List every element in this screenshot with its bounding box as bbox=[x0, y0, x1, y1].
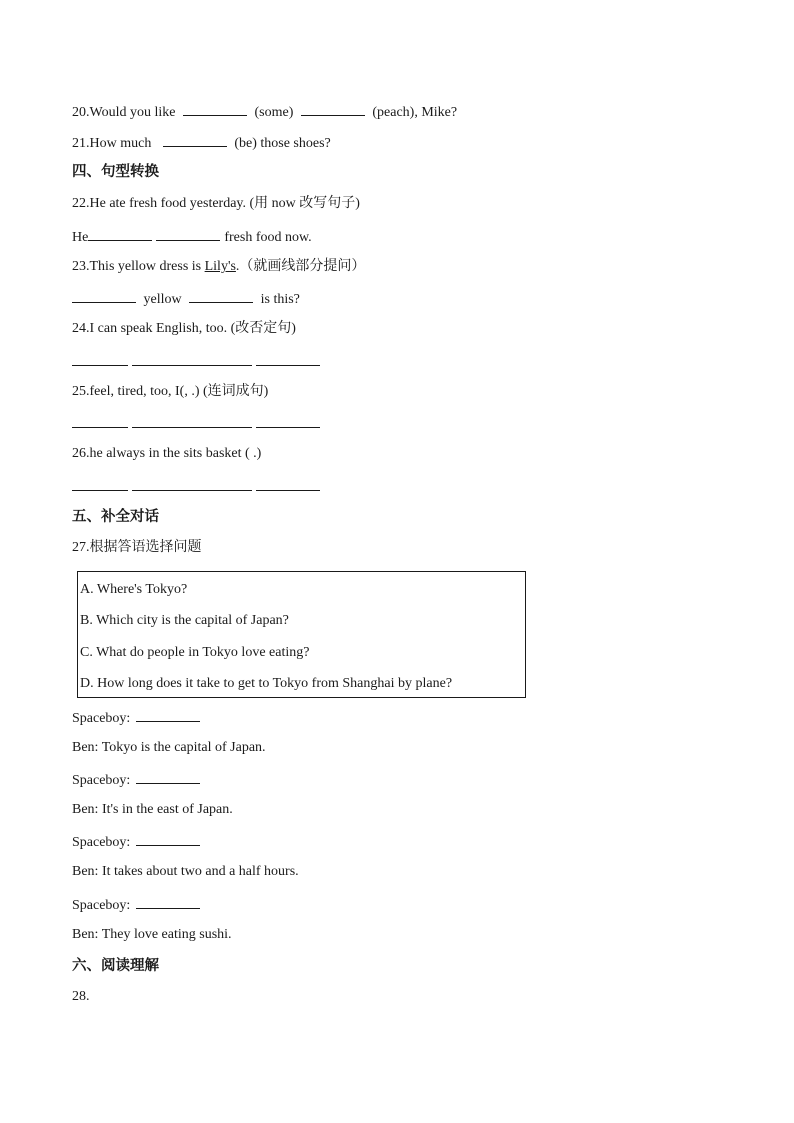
answer-blank[interactable] bbox=[183, 102, 247, 116]
answer-blank[interactable] bbox=[256, 477, 320, 491]
section-heading-5: 五、补全对话 bbox=[72, 509, 159, 525]
answer-blank[interactable] bbox=[132, 477, 252, 491]
answer-blank[interactable] bbox=[136, 832, 200, 846]
answer-blank[interactable] bbox=[189, 289, 253, 303]
answer-blank[interactable] bbox=[256, 414, 320, 428]
answer-blank[interactable] bbox=[72, 414, 128, 428]
dialogue-line: Ben: They love eating sushi. bbox=[72, 927, 232, 942]
answer-blank[interactable] bbox=[88, 227, 152, 241]
answer-blank[interactable] bbox=[256, 352, 320, 366]
question-25-answer bbox=[72, 414, 320, 434]
question-25-prompt: 25.feel, tired, too, I(, .) (连词成句) bbox=[72, 384, 269, 399]
options-box bbox=[77, 571, 526, 698]
question-22-prompt: 22.He ate fresh food yesterday. (用 now 改写句子) bbox=[72, 196, 360, 211]
underlined-word: Lily's bbox=[204, 259, 236, 274]
question-24-answer bbox=[72, 352, 320, 372]
dialogue-line: Ben: Tokyo is the capital of Japan. bbox=[72, 740, 266, 755]
dialogue-line: Ben: It's in the east of Japan. bbox=[72, 802, 233, 817]
question-21: 21.How much (be) those shoes? bbox=[72, 133, 331, 153]
dialogue-line: Spaceboy: bbox=[72, 895, 200, 915]
dialogue-line: Spaceboy: bbox=[72, 708, 200, 728]
answer-blank[interactable] bbox=[72, 289, 136, 303]
answer-blank[interactable] bbox=[163, 133, 227, 147]
question-20: 20.Would you like (some) (peach), Mike? bbox=[72, 102, 457, 122]
option-c: C. What do people in Tokyo love eating? bbox=[80, 645, 310, 660]
answer-blank[interactable] bbox=[136, 708, 200, 722]
answer-blank[interactable] bbox=[132, 352, 252, 366]
dialogue-line: Spaceboy: bbox=[72, 770, 200, 790]
answer-blank[interactable] bbox=[301, 102, 365, 116]
question-24-prompt: 24.I can speak English, too. (改否定句) bbox=[72, 321, 296, 336]
question-26-answer bbox=[72, 477, 320, 497]
section-heading-4: 四、句型转换 bbox=[72, 164, 159, 180]
question-22-answer: He fresh food now. bbox=[72, 227, 312, 247]
dialogue-line: Ben: It takes about two and a half hours. bbox=[72, 864, 299, 879]
answer-blank[interactable] bbox=[72, 477, 128, 491]
answer-blank[interactable] bbox=[72, 352, 128, 366]
question-23-prompt: 23.This yellow dress is Lily's.（就画线部分提问） bbox=[72, 259, 366, 274]
option-a: A. Where's Tokyo? bbox=[80, 582, 188, 597]
answer-blank[interactable] bbox=[132, 414, 252, 428]
option-b: B. Which city is the capital of Japan? bbox=[80, 613, 289, 628]
question-23-answer: yellow is this? bbox=[72, 289, 300, 309]
question-28: 28. bbox=[72, 989, 90, 1004]
question-27-prompt: 27.根据答语选择问题 bbox=[72, 540, 202, 555]
answer-blank[interactable] bbox=[136, 895, 200, 909]
answer-blank[interactable] bbox=[136, 770, 200, 784]
question-26-prompt: 26.he always in the sits basket ( .) bbox=[72, 446, 262, 461]
section-heading-6: 六、阅读理解 bbox=[72, 958, 159, 974]
dialogue-line: Spaceboy: bbox=[72, 832, 200, 852]
answer-blank[interactable] bbox=[156, 227, 220, 241]
option-d: D. How long does it take to get to Tokyo from Shanghai by plane? bbox=[80, 676, 453, 691]
